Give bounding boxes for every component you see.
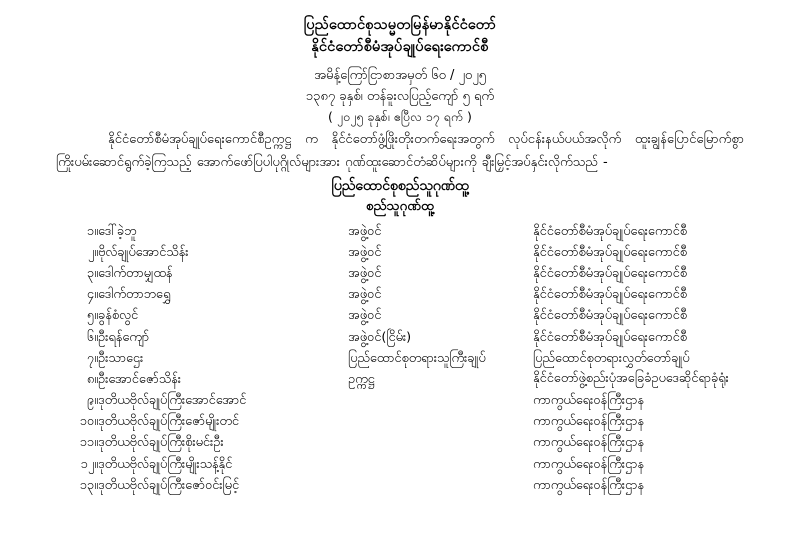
recipient-name: ဦးရန်ကျော် [98,329,150,345]
recipient-name: ဒေါ်ခဲ့ဘူ [98,223,137,239]
recipient-role: ပြည်ထောင်စုတရားသူကြီးချုပ် [348,350,486,366]
table-row [56,432,744,453]
row-number: ၁။ [86,223,98,239]
recipient-organization: နိုင်ငံတော်စီမံအုပ်ချုပ်ရေးကောင်စီ [533,329,687,345]
recipient-organization: ကာကွယ်ရေးဝန်ကြီးဌာန [533,414,644,430]
row-number: ၉။ [86,393,98,409]
award-section-subheading: စည်သူဂုဏ်ထူ့ [365,198,435,214]
row-number: ၆။ [86,329,98,345]
recipient-name: ဒုတိယဗိုလ်ချုပ်ကြီးမျိုးသန့်နိုင် [98,456,233,472]
recipient-organization: ကာကွယ်ရေးဝန်ကြီးဌာန [533,435,644,451]
recipient-role: ဥက္ကဋ္ဌ [348,371,375,387]
recipient-organization: နိုင်ငံတော်ဖွဲ့စည်းပုံအခြေခံဥပဒေဆိုင်ရာခုံရုံး [533,370,729,386]
recipient-organization: နိုင်ငံတော်စီမံအုပ်ချုပ်ရေးကောင်စီ [533,244,687,260]
recipient-role [348,475,533,496]
row-number: ၁၀။ [79,414,98,430]
recipient-name: ဒေါက်တာမျှထန် [98,265,173,281]
recipient-organization: နိုင်ငံတော်စီမံအုပ်ချုပ်ရေးကောင်စီ [533,308,687,324]
table-row [56,348,744,369]
recipient-name: ဦးသာဌေး [98,350,144,366]
table-row [56,305,744,326]
table-row [56,369,744,390]
row-number: ၅။ [86,308,98,324]
recipient-name: ဒုတိယဗိုလ်ချုပ်ကြီးစိုးမင်းဦး [98,435,224,451]
recipient-organization: ပြည်ထောင်စုတရားလွှတ်တော်ချုပ် [533,350,690,366]
row-number: ၁၂။ [80,456,98,472]
recipient-role [348,390,533,411]
row-number: ၈။ [86,371,98,387]
recipient-organization: နိုင်ငံတော်စီမံအုပ်ချုပ်ရေးကောင်စီ [533,287,687,303]
recipient-role: အဖွဲ့ဝင် [348,223,382,239]
recipient-organization: ကာကွယ်ရေးဝန်ကြီးဌာန [533,477,644,493]
row-number: ၃။ [86,265,98,281]
recipient-organization: ကာကွယ်ရေးဝန်ကြီးဌာန [533,393,644,409]
document-title-line-2: နိုင်ငံတော်စီမံအုပ်ချုပ်ရေးကောင်စီ [311,39,489,56]
table-row [56,475,744,496]
recipient-organization: နိုင်ငံတော်စီမံအုပ်ချုပ်ရေးကောင်စီ [533,223,687,239]
recipient-organization: ကာကွယ်ရေးဝန်ကြီးဌာန [533,456,644,472]
recipient-name: ဒုတိယဗိုလ်ချုပ်ကြီးအောင်အောင် [98,393,247,409]
recipient-role: အဖွဲ့ဝင် [348,308,382,324]
row-number: ၁၃။ [79,477,98,493]
recipient-name: ဒုတိယဗိုလ်ချုပ်ကြီးဇော်မျိုးတင် [98,414,239,430]
row-number: ၁၁။ [79,435,98,451]
recipient-role [348,454,533,475]
table-row [56,242,744,263]
table-row [56,411,744,432]
recipient-role: အဖွဲ့ဝင် [348,265,382,281]
recipient-role: အဖွဲ့ဝင်(ငြိမ်း) [348,329,412,345]
recipients-table [56,221,744,496]
document-title-line-1: ပြည်ထောင်စုသမ္မတမြန်မာနိုင်ငံတော် [303,17,497,33]
recipient-role: အဖွဲ့ဝင် [348,287,382,303]
recipient-name: ခွန်စံလွင် [98,308,139,324]
row-number: ၂။ [87,244,98,260]
burmese-date: ၁၃၈၇ ခုနှစ်၊ တန်ခူးလပြည့်ကျော် ၅ ရက် [305,88,495,104]
table-row [56,390,744,411]
recipient-organization: နိုင်ငံတော်စီမံအုပ်ချုပ်ရေးကောင်စီ [533,265,687,281]
recipient-name: ဒုတိယဗိုလ်ချုပ်ကြီးဇော်ဝင်းမြင့် [98,477,240,493]
table-row [56,263,744,284]
announcement-paragraph: နိုင်ငံတော်စီမံအုပ်ချုပ်ရေးကောင်စီဥက္ကဋ္ဌ က နိုင်ငံတော်ဖွံ့ဖြိုးတိုးတက်ရေးအတွက် လုပ်ငန်းနယ်ပယ်အလိုက် ထူးချွန်ပြောင်မြောက်စွာ ကြိုးပမ်းဆောင်ရွက်ခဲ့ကြသည့် အောက်ဖော်ပြပါပုဂ္ဂိုလ်များအား ဂုဏ်ထူးဆောင်တံဆိပ်များကို ချီးမြှင့်အပ်နှင်းလိုက်သည် - [56,132,744,170]
recipient-role [348,411,533,432]
row-number: ၄။ [86,287,98,303]
recipient-name: ဗိုလ်ချုပ်အောင်သိန်း [98,244,189,260]
table-row [56,454,744,475]
table-row [56,327,744,348]
recipient-role [348,432,533,453]
recipient-name: ဒေါက်တာဘရွှေ [98,287,171,303]
award-section-heading: ပြည်ထောင်စုစည်သူဂုဏ်ထူ့ [331,178,469,194]
table-row [56,221,744,242]
row-number: ၇။ [86,350,98,366]
recipient-role: အဖွဲ့ဝင် [348,244,382,260]
gregorian-date: ( ၂၀၂၅ ခုနှစ်၊ ဧပြီလ ၁၇ ရက် ) [328,109,472,125]
table-row [56,284,744,305]
notification-number: အမိန့်ကြော်ငြာစာအမှတ် ၆၀ / ၂၀၂၅ [314,67,486,83]
recipient-name: ဦးအောင်ဇော်သိန်း [98,371,181,387]
